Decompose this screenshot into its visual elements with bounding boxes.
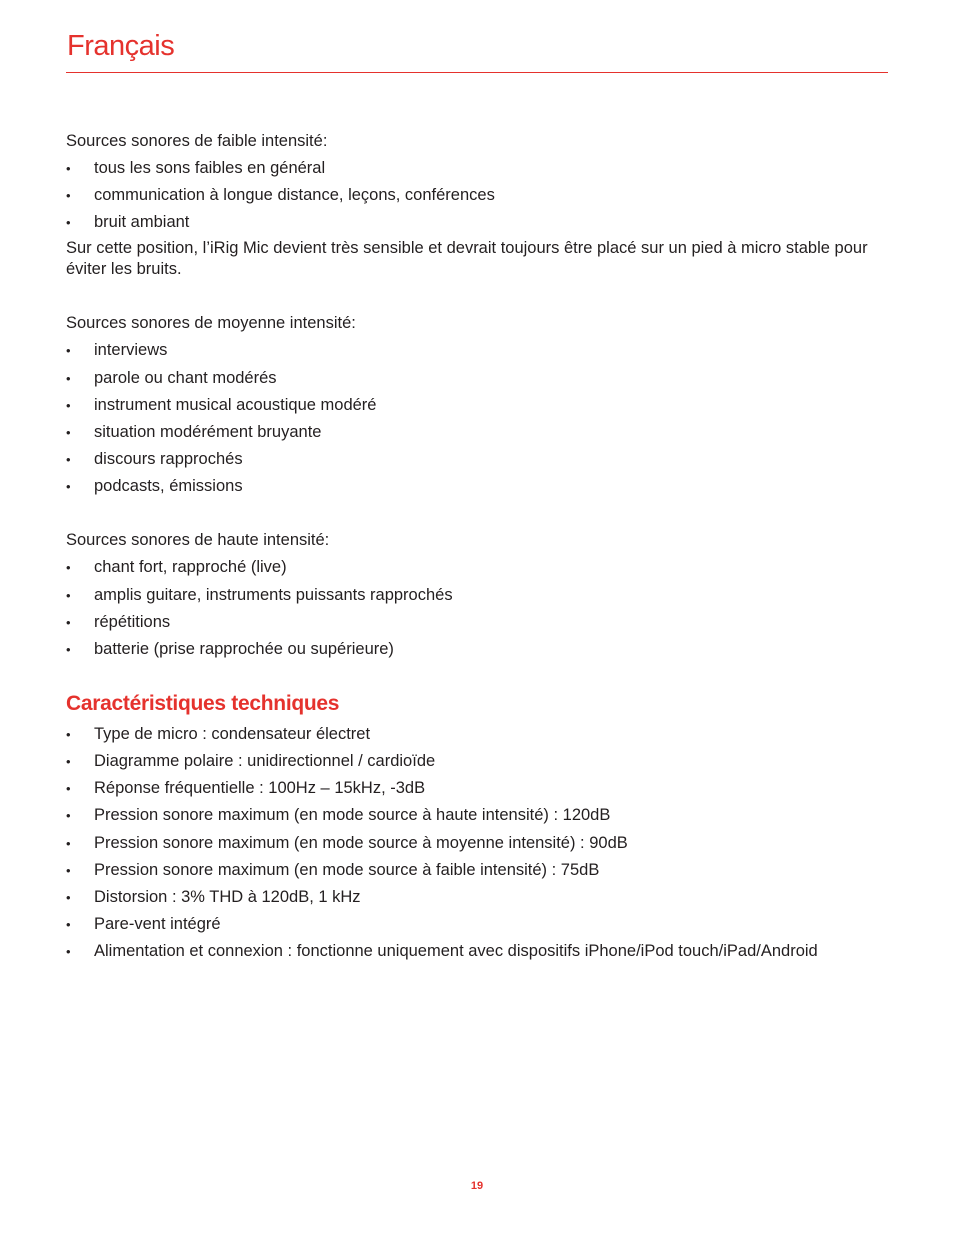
bullet-icon: •: [66, 161, 71, 176]
medium-intensity-list: [66, 340, 888, 497]
low-intensity-note: Sur cette position, l’iRig Mic devient très sensible et devrait toujours être placé sur un pied à micro stable pour éviter les bruits.: [66, 239, 868, 279]
spec-item: • Pression sonore maximum (en mode source à moyenne intensité) : 90dB: [66, 833, 628, 852]
bullet-icon: •: [66, 862, 71, 878]
bullet-icon: •: [66, 370, 71, 386]
bullet-icon: •: [66, 835, 71, 851]
bullet-icon: •: [66, 641, 71, 657]
bullet-icon: •: [66, 808, 71, 824]
bullet-icon: •: [66, 587, 71, 603]
list-item: • discours rapprochés: [66, 450, 243, 469]
spec-item: • Distorsion : 3% THD à 120dB, 1 kHz: [66, 888, 361, 906]
high-intensity-section: [66, 530, 888, 660]
high-intensity-list: [66, 557, 888, 660]
spec-item: • Pression sonore maximum (en mode source à haute intensité) : 120dB: [66, 806, 611, 825]
bullet-icon: •: [66, 781, 71, 797]
bullet-icon: •: [66, 726, 71, 742]
low-intensity-intro: Sources sonores de faible intensité:: [66, 132, 328, 150]
spec-item: • Alimentation et connexion : fonctionne uniquement avec dispositifs iPhone/iPod touch/iPad/Android: [66, 942, 818, 961]
bullet-icon: •: [66, 188, 71, 204]
list-item: • instrument musical acoustique modéré: [66, 395, 377, 414]
list-item: • bruit ambiant: [66, 213, 190, 232]
list-item: • situation modérément bruyante: [66, 422, 322, 441]
spec-item: • Pression sonore maximum (en mode source à faible intensité) : 75dB: [66, 860, 600, 879]
specs-section: [66, 693, 888, 963]
bullet-icon: •: [66, 215, 71, 231]
bullet-icon: •: [66, 917, 71, 933]
list-item: • tous les sons faibles en général: [66, 159, 326, 177]
medium-intensity-section: [66, 313, 888, 497]
spec-item: • Réponse fréquentielle : 100Hz – 15kHz, -3dB: [66, 779, 426, 798]
spec-item: • Type de micro : condensateur électret: [66, 724, 371, 743]
header-divider: [66, 72, 888, 73]
medium-intensity-intro: Sources sonores de moyenne intensité:: [66, 314, 356, 333]
list-item: • amplis guitare, instruments puissants rapprochés: [66, 585, 453, 604]
list-item: • batterie (prise rapprochée ou supérieure): [66, 639, 394, 658]
bullet-icon: •: [66, 614, 71, 630]
list-item: • chant fort, rapproché (live): [66, 558, 287, 577]
high-intensity-intro: Sources sonores de haute intensité:: [66, 531, 330, 550]
bullet-icon: •: [66, 560, 71, 576]
bullet-icon: •: [66, 754, 71, 770]
list-item: • interviews: [66, 341, 168, 360]
specs-list: [66, 724, 888, 963]
page-content: [66, 131, 888, 969]
bullet-icon: •: [66, 890, 71, 905]
list-item: • podcasts, émissions: [66, 477, 243, 496]
page-title: Français: [67, 30, 175, 62]
bullet-icon: •: [66, 424, 71, 440]
bullet-icon: •: [66, 343, 71, 359]
bullet-icon: •: [66, 397, 71, 413]
spec-item: • Diagramme polaire : unidirectionnel / cardioïde: [66, 752, 436, 771]
specs-heading: Caractéristiques techniques: [66, 691, 340, 715]
bullet-icon: •: [66, 452, 71, 468]
low-intensity-list: [66, 158, 888, 233]
bullet-icon: •: [66, 944, 71, 960]
list-item: • répétitions: [66, 612, 171, 631]
low-intensity-section: [66, 131, 888, 280]
bullet-icon: •: [66, 479, 71, 495]
list-item: • communication à longue distance, leçons, conférences: [66, 186, 495, 205]
spec-item: • Pare-vent intégré: [66, 915, 221, 934]
list-item: • parole ou chant modérés: [66, 368, 277, 387]
page-number: 19: [470, 1180, 484, 1192]
